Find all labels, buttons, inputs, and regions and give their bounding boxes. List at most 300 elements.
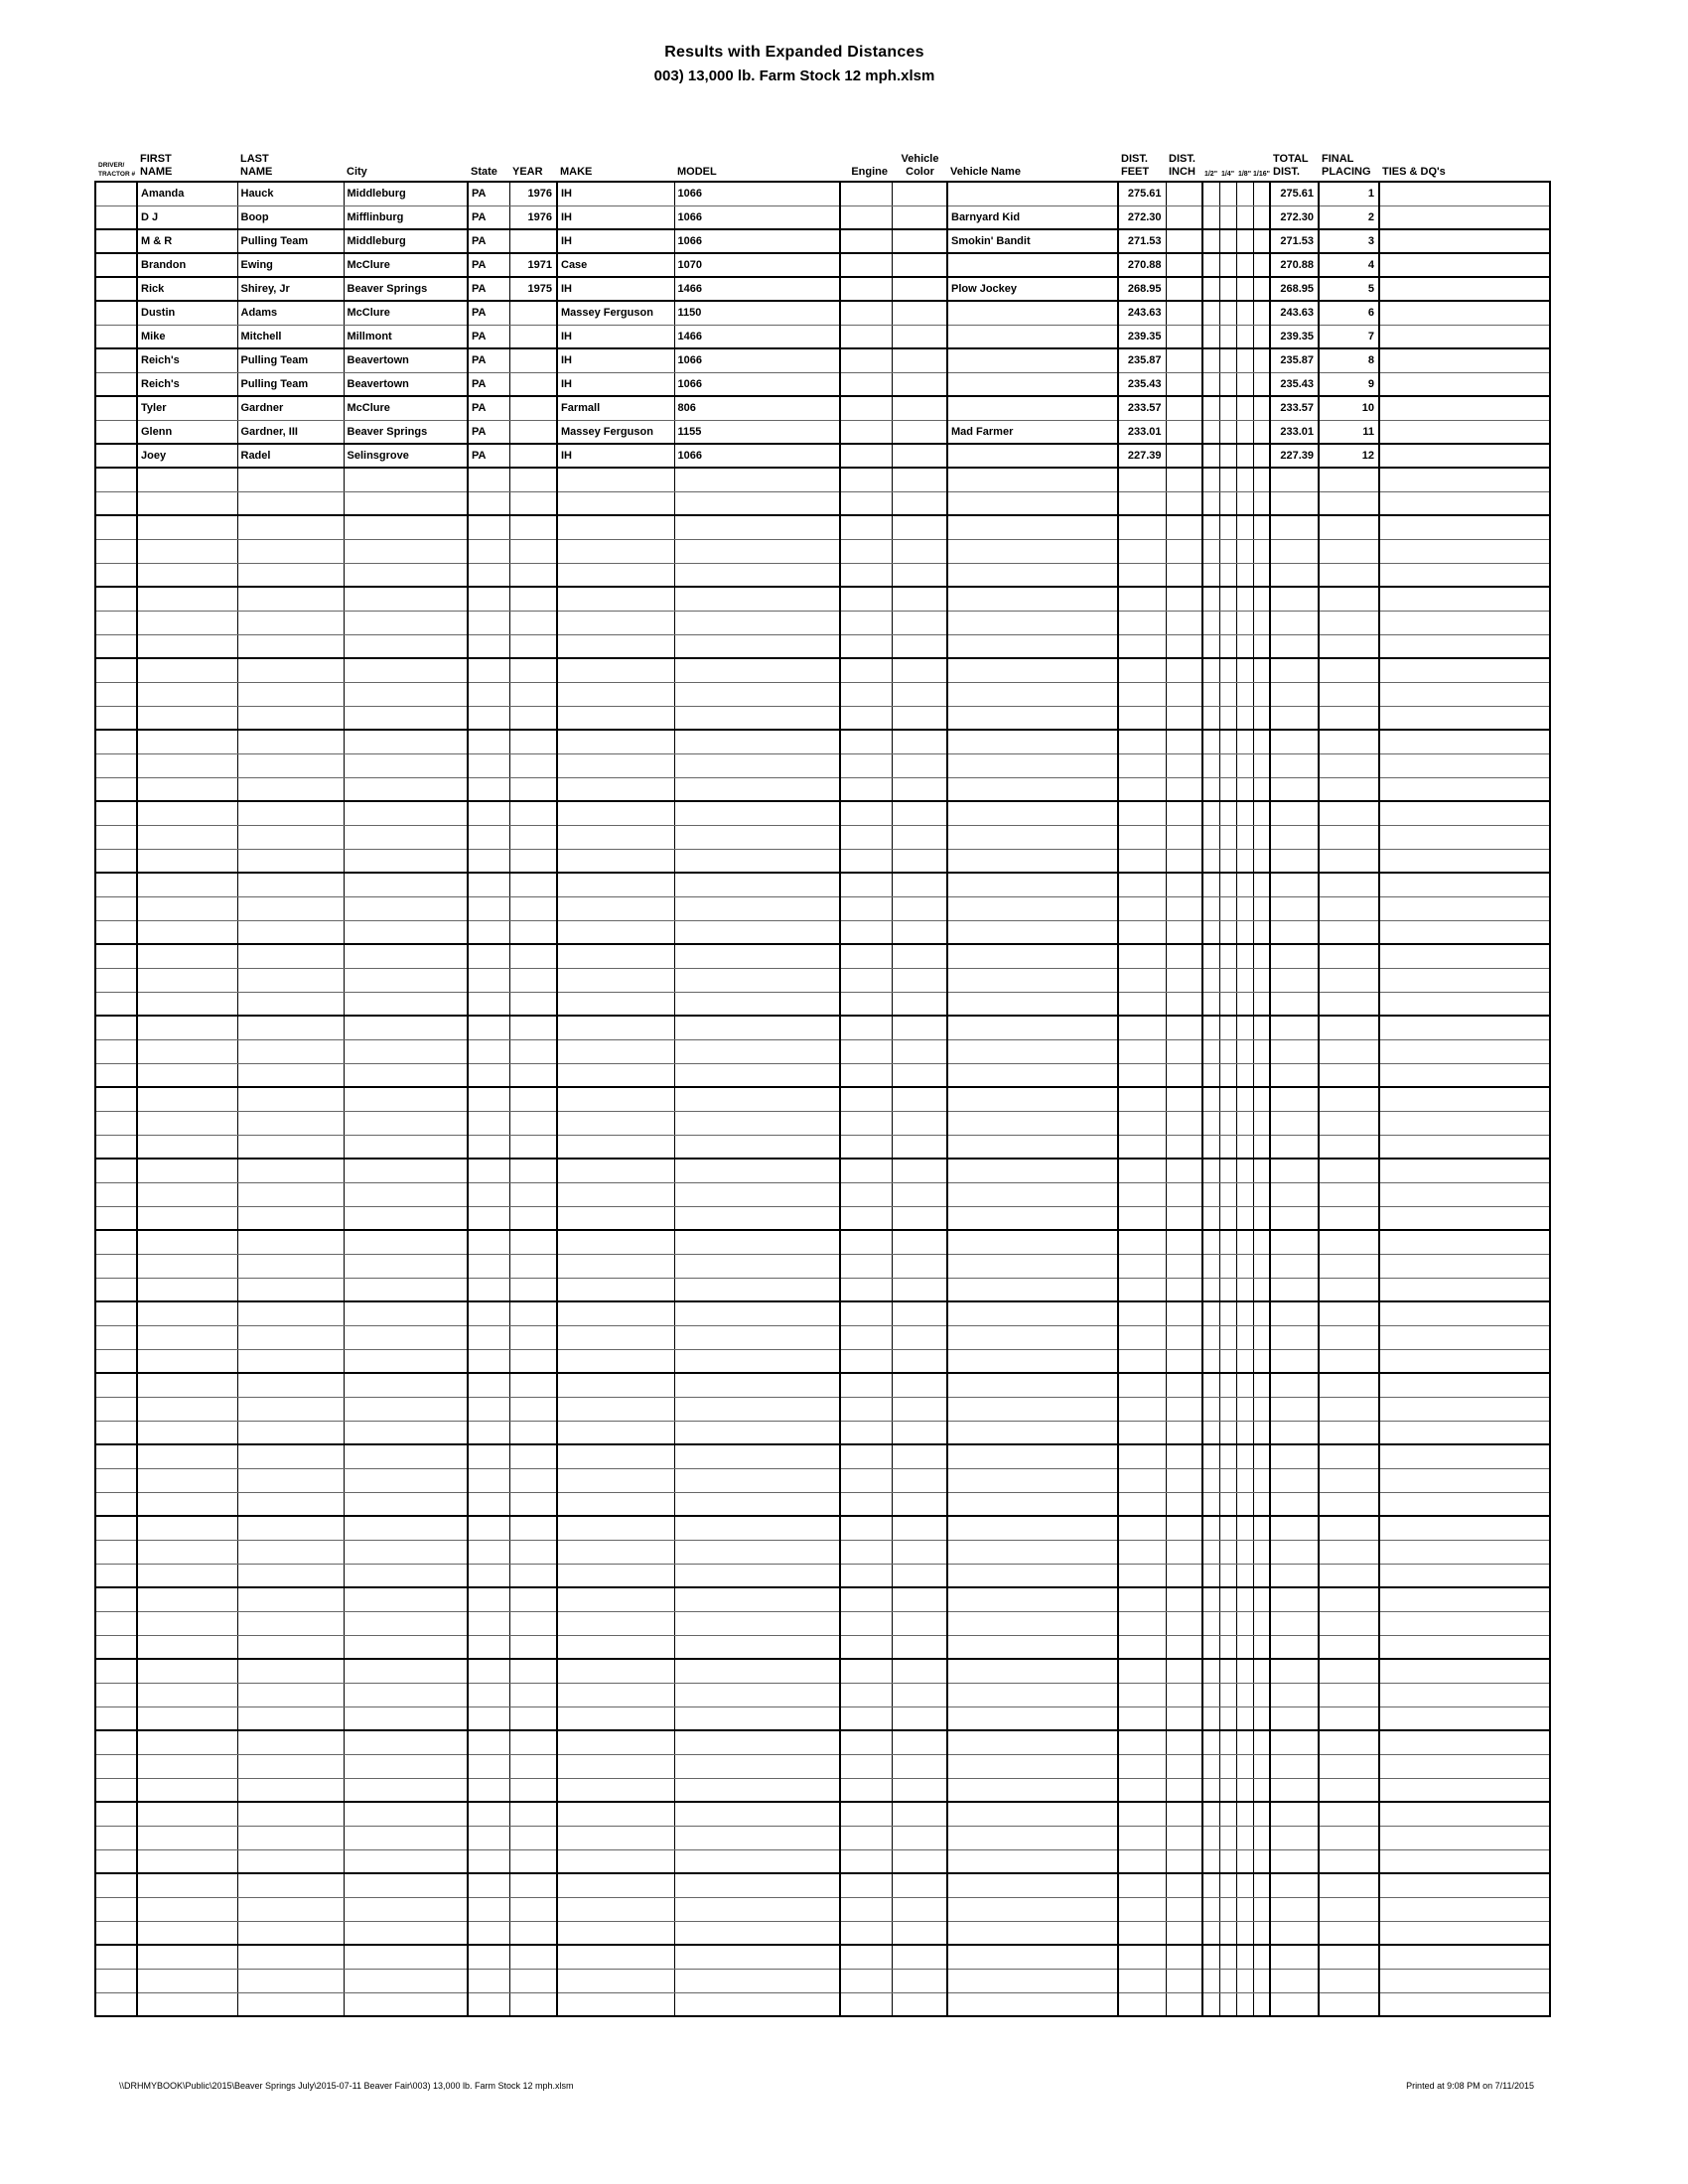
cell-f18 bbox=[1236, 825, 1253, 849]
cell-last bbox=[237, 468, 344, 491]
cell-f12 bbox=[1202, 468, 1219, 491]
cell-ties bbox=[1379, 873, 1550, 896]
cell-rec bbox=[95, 301, 137, 325]
cell-first bbox=[137, 1945, 237, 1969]
cell-placing bbox=[1319, 777, 1379, 801]
cell-ties bbox=[1379, 444, 1550, 468]
cell-year bbox=[509, 587, 557, 611]
cell-feet bbox=[1118, 1611, 1166, 1635]
cell-model bbox=[674, 1301, 840, 1325]
cell-first: Reich's bbox=[137, 372, 237, 396]
cell-inch bbox=[1166, 1969, 1202, 1992]
cell-f18 bbox=[1236, 944, 1253, 968]
cell-f116 bbox=[1253, 1754, 1270, 1778]
cell-engine bbox=[840, 634, 892, 658]
cell-first: Amanda bbox=[137, 182, 237, 205]
cell-engine bbox=[840, 1849, 892, 1873]
cell-inch bbox=[1166, 372, 1202, 396]
cell-feet bbox=[1118, 1182, 1166, 1206]
cell-make bbox=[557, 968, 674, 992]
cell-state bbox=[468, 1278, 509, 1301]
cell-f116 bbox=[1253, 1683, 1270, 1706]
cell-feet bbox=[1118, 801, 1166, 825]
cell-f14 bbox=[1219, 1540, 1236, 1564]
cell-vname bbox=[947, 1659, 1118, 1683]
cell-inch bbox=[1166, 1039, 1202, 1063]
col-header-color: Vehicle Color bbox=[901, 153, 939, 179]
cell-inch bbox=[1166, 515, 1202, 539]
col-header-state: State bbox=[471, 166, 497, 179]
cell-state: PA bbox=[468, 372, 509, 396]
cell-year bbox=[509, 968, 557, 992]
cell-state bbox=[468, 1373, 509, 1397]
empty-row bbox=[95, 1778, 1550, 1802]
cell-color bbox=[892, 1397, 947, 1421]
cell-f12 bbox=[1202, 777, 1219, 801]
cell-make bbox=[557, 1706, 674, 1730]
cell-year bbox=[509, 301, 557, 325]
cell-f18 bbox=[1236, 372, 1253, 396]
cell-state bbox=[468, 634, 509, 658]
cell-color bbox=[892, 1778, 947, 1802]
cell-f116 bbox=[1253, 1301, 1270, 1325]
cell-state bbox=[468, 1849, 509, 1873]
empty-row bbox=[95, 801, 1550, 825]
cell-year bbox=[509, 1492, 557, 1516]
cell-first bbox=[137, 1468, 237, 1492]
cell-rec bbox=[95, 1564, 137, 1587]
cell-vname bbox=[947, 1373, 1118, 1397]
cell-inch bbox=[1166, 1611, 1202, 1635]
cell-feet bbox=[1118, 849, 1166, 873]
cell-engine bbox=[840, 182, 892, 205]
cell-year bbox=[509, 1802, 557, 1826]
cell-f116 bbox=[1253, 1254, 1270, 1278]
cell-placing bbox=[1319, 468, 1379, 491]
cell-model bbox=[674, 1611, 840, 1635]
cell-f12 bbox=[1202, 491, 1219, 515]
cell-feet bbox=[1118, 1683, 1166, 1706]
cell-last bbox=[237, 1587, 344, 1611]
cell-color bbox=[892, 563, 947, 587]
cell-vname bbox=[947, 563, 1118, 587]
cell-f116 bbox=[1253, 1849, 1270, 1873]
cell-feet bbox=[1118, 1897, 1166, 1921]
cell-f18 bbox=[1236, 325, 1253, 348]
cell-year bbox=[509, 1635, 557, 1659]
empty-row bbox=[95, 563, 1550, 587]
cell-f12 bbox=[1202, 420, 1219, 444]
cell-city bbox=[344, 1468, 468, 1492]
cell-last bbox=[237, 1992, 344, 2016]
col-header-first: FIRST NAME bbox=[140, 153, 173, 179]
cell-rec bbox=[95, 1349, 137, 1373]
cell-total bbox=[1270, 587, 1319, 611]
cell-f116 bbox=[1253, 1063, 1270, 1087]
cell-color bbox=[892, 1826, 947, 1849]
empty-row bbox=[95, 1873, 1550, 1897]
cell-ties bbox=[1379, 730, 1550, 753]
cell-f14 bbox=[1219, 491, 1236, 515]
cell-model bbox=[674, 1754, 840, 1778]
cell-first bbox=[137, 1301, 237, 1325]
cell-city bbox=[344, 1754, 468, 1778]
cell-engine bbox=[840, 1254, 892, 1278]
cell-year bbox=[509, 229, 557, 253]
cell-rec bbox=[95, 348, 137, 372]
cell-vname bbox=[947, 1325, 1118, 1349]
cell-city bbox=[344, 1706, 468, 1730]
cell-f18 bbox=[1236, 182, 1253, 205]
cell-first bbox=[137, 1873, 237, 1897]
cell-color bbox=[892, 1921, 947, 1945]
empty-row bbox=[95, 1254, 1550, 1278]
cell-rec bbox=[95, 1016, 137, 1039]
cell-f14 bbox=[1219, 205, 1236, 229]
cell-city bbox=[344, 468, 468, 491]
col-header-ties: TIES & DQ's bbox=[1382, 166, 1446, 179]
cell-placing bbox=[1319, 920, 1379, 944]
cell-engine bbox=[840, 658, 892, 682]
cell-year bbox=[509, 539, 557, 563]
cell-f116 bbox=[1253, 1897, 1270, 1921]
cell-last bbox=[237, 1444, 344, 1468]
cell-vname bbox=[947, 325, 1118, 348]
cell-engine bbox=[840, 1587, 892, 1611]
cell-f12 bbox=[1202, 515, 1219, 539]
cell-engine bbox=[840, 1659, 892, 1683]
cell-color bbox=[892, 1135, 947, 1159]
cell-f14 bbox=[1219, 1230, 1236, 1254]
cell-state bbox=[468, 468, 509, 491]
cell-color bbox=[892, 1230, 947, 1254]
cell-f14 bbox=[1219, 1206, 1236, 1230]
cell-f12 bbox=[1202, 396, 1219, 420]
cell-state bbox=[468, 896, 509, 920]
cell-f18 bbox=[1236, 1468, 1253, 1492]
cell-vname bbox=[947, 1087, 1118, 1111]
cell-vname bbox=[947, 849, 1118, 873]
cell-ties bbox=[1379, 587, 1550, 611]
empty-row bbox=[95, 730, 1550, 753]
cell-f12 bbox=[1202, 1778, 1219, 1802]
cell-city: Millmont bbox=[344, 325, 468, 348]
cell-city bbox=[344, 1635, 468, 1659]
cell-city: Middleburg bbox=[344, 182, 468, 205]
cell-f18 bbox=[1236, 801, 1253, 825]
cell-make bbox=[557, 1397, 674, 1421]
cell-f12 bbox=[1202, 1635, 1219, 1659]
cell-inch bbox=[1166, 1873, 1202, 1897]
cell-placing bbox=[1319, 1754, 1379, 1778]
cell-placing bbox=[1319, 1516, 1379, 1540]
cell-feet bbox=[1118, 491, 1166, 515]
cell-state bbox=[468, 968, 509, 992]
cell-f18 bbox=[1236, 205, 1253, 229]
cell-f14 bbox=[1219, 920, 1236, 944]
cell-ties bbox=[1379, 420, 1550, 444]
cell-f12 bbox=[1202, 1182, 1219, 1206]
cell-f12 bbox=[1202, 1135, 1219, 1159]
cell-state bbox=[468, 1111, 509, 1135]
cell-make bbox=[557, 849, 674, 873]
cell-engine bbox=[840, 1349, 892, 1373]
cell-city bbox=[344, 1039, 468, 1063]
cell-city bbox=[344, 1373, 468, 1397]
cell-model bbox=[674, 1468, 840, 1492]
cell-ties bbox=[1379, 491, 1550, 515]
empty-row bbox=[95, 1325, 1550, 1349]
cell-engine bbox=[840, 229, 892, 253]
cell-vname bbox=[947, 1992, 1118, 2016]
cell-last bbox=[237, 1802, 344, 1826]
empty-row bbox=[95, 1802, 1550, 1826]
empty-row bbox=[95, 992, 1550, 1016]
cell-city bbox=[344, 1254, 468, 1278]
cell-f14 bbox=[1219, 658, 1236, 682]
cell-first bbox=[137, 1087, 237, 1111]
cell-f18 bbox=[1236, 1278, 1253, 1301]
cell-color bbox=[892, 849, 947, 873]
cell-city bbox=[344, 1135, 468, 1159]
cell-rec bbox=[95, 1159, 137, 1182]
cell-state bbox=[468, 873, 509, 896]
cell-year bbox=[509, 1730, 557, 1754]
cell-f18 bbox=[1236, 896, 1253, 920]
cell-make bbox=[557, 873, 674, 896]
cell-placing bbox=[1319, 1587, 1379, 1611]
cell-make: IH bbox=[557, 229, 674, 253]
cell-color bbox=[892, 1063, 947, 1087]
cell-engine bbox=[840, 539, 892, 563]
cell-color bbox=[892, 1611, 947, 1635]
cell-engine bbox=[840, 1087, 892, 1111]
cell-state bbox=[468, 801, 509, 825]
cell-vname bbox=[947, 1063, 1118, 1087]
cell-state bbox=[468, 992, 509, 1016]
cell-f116 bbox=[1253, 801, 1270, 825]
cell-vname bbox=[947, 873, 1118, 896]
cell-make bbox=[557, 706, 674, 730]
cell-vname bbox=[947, 253, 1118, 277]
cell-year bbox=[509, 992, 557, 1016]
cell-f12 bbox=[1202, 753, 1219, 777]
cell-city bbox=[344, 825, 468, 849]
cell-feet: 243.63 bbox=[1118, 301, 1166, 325]
cell-f116 bbox=[1253, 372, 1270, 396]
cell-city bbox=[344, 801, 468, 825]
cell-engine bbox=[840, 348, 892, 372]
cell-f116 bbox=[1253, 1039, 1270, 1063]
cell-rec bbox=[95, 1206, 137, 1230]
cell-engine bbox=[840, 1969, 892, 1992]
cell-f18 bbox=[1236, 491, 1253, 515]
cell-ties bbox=[1379, 515, 1550, 539]
cell-placing bbox=[1319, 1897, 1379, 1921]
col-header-engine: Engine bbox=[851, 166, 888, 179]
cell-last bbox=[237, 1564, 344, 1587]
cell-placing bbox=[1319, 1039, 1379, 1063]
cell-total: 271.53 bbox=[1270, 229, 1319, 253]
cell-color bbox=[892, 634, 947, 658]
cell-model: 1070 bbox=[674, 253, 840, 277]
cell-placing bbox=[1319, 1325, 1379, 1349]
cell-f12 bbox=[1202, 682, 1219, 706]
cell-state bbox=[468, 1897, 509, 1921]
cell-f18 bbox=[1236, 1444, 1253, 1468]
cell-color bbox=[892, 968, 947, 992]
cell-placing bbox=[1319, 1611, 1379, 1635]
cell-f14 bbox=[1219, 1826, 1236, 1849]
cell-placing bbox=[1319, 1849, 1379, 1873]
cell-first: Glenn bbox=[137, 420, 237, 444]
cell-engine bbox=[840, 849, 892, 873]
cell-f14 bbox=[1219, 253, 1236, 277]
cell-f14 bbox=[1219, 634, 1236, 658]
cell-model bbox=[674, 539, 840, 563]
cell-ties bbox=[1379, 1444, 1550, 1468]
cell-f116 bbox=[1253, 1159, 1270, 1182]
cell-last bbox=[237, 1778, 344, 1802]
cell-model bbox=[674, 1635, 840, 1659]
cell-color bbox=[892, 277, 947, 301]
cell-f116 bbox=[1253, 1873, 1270, 1897]
cell-f12 bbox=[1202, 1897, 1219, 1921]
cell-f14 bbox=[1219, 1444, 1236, 1468]
cell-placing bbox=[1319, 1111, 1379, 1135]
cell-inch bbox=[1166, 1468, 1202, 1492]
cell-total bbox=[1270, 1468, 1319, 1492]
cell-f12 bbox=[1202, 992, 1219, 1016]
cell-model: 1066 bbox=[674, 182, 840, 205]
cell-total bbox=[1270, 1063, 1319, 1087]
cell-make bbox=[557, 611, 674, 634]
cell-inch bbox=[1166, 182, 1202, 205]
cell-make bbox=[557, 587, 674, 611]
cell-f18 bbox=[1236, 587, 1253, 611]
cell-rec bbox=[95, 1230, 137, 1254]
cell-ties bbox=[1379, 1587, 1550, 1611]
cell-total bbox=[1270, 1992, 1319, 2016]
cell-inch bbox=[1166, 1325, 1202, 1349]
cell-year bbox=[509, 1587, 557, 1611]
cell-engine bbox=[840, 920, 892, 944]
cell-year bbox=[509, 563, 557, 587]
cell-f14 bbox=[1219, 730, 1236, 753]
cell-year bbox=[509, 1516, 557, 1540]
cell-ties bbox=[1379, 1873, 1550, 1897]
cell-engine bbox=[840, 944, 892, 968]
cell-f18 bbox=[1236, 1992, 1253, 2016]
empty-row bbox=[95, 1945, 1550, 1969]
cell-model bbox=[674, 658, 840, 682]
cell-color bbox=[892, 1421, 947, 1444]
cell-rec bbox=[95, 1826, 137, 1849]
cell-total: 272.30 bbox=[1270, 205, 1319, 229]
cell-vname: Smokin' Bandit bbox=[947, 229, 1118, 253]
cell-ties bbox=[1379, 1230, 1550, 1254]
cell-f14 bbox=[1219, 777, 1236, 801]
cell-inch bbox=[1166, 468, 1202, 491]
cell-engine bbox=[840, 825, 892, 849]
cell-color bbox=[892, 1182, 947, 1206]
cell-f116 bbox=[1253, 1397, 1270, 1421]
cell-f12 bbox=[1202, 1611, 1219, 1635]
cell-first bbox=[137, 1802, 237, 1826]
cell-f14 bbox=[1219, 1159, 1236, 1182]
cell-feet bbox=[1118, 1921, 1166, 1945]
cell-engine bbox=[840, 491, 892, 515]
cell-rec bbox=[95, 1849, 137, 1873]
cell-f14 bbox=[1219, 801, 1236, 825]
cell-first: Joey bbox=[137, 444, 237, 468]
cell-state bbox=[468, 1587, 509, 1611]
cell-placing bbox=[1319, 1206, 1379, 1230]
cell-model bbox=[674, 1992, 840, 2016]
cell-last bbox=[237, 658, 344, 682]
cell-f116 bbox=[1253, 920, 1270, 944]
cell-make: IH bbox=[557, 277, 674, 301]
cell-ties bbox=[1379, 1945, 1550, 1969]
cell-total bbox=[1270, 515, 1319, 539]
cell-f18 bbox=[1236, 1206, 1253, 1230]
cell-last bbox=[237, 682, 344, 706]
cell-last bbox=[237, 968, 344, 992]
cell-feet bbox=[1118, 968, 1166, 992]
cell-f116 bbox=[1253, 515, 1270, 539]
cell-state: PA bbox=[468, 182, 509, 205]
cell-last: Boop bbox=[237, 205, 344, 229]
cell-model bbox=[674, 1921, 840, 1945]
cell-first bbox=[137, 1254, 237, 1278]
cell-feet bbox=[1118, 515, 1166, 539]
cell-inch bbox=[1166, 992, 1202, 1016]
cell-f116 bbox=[1253, 1564, 1270, 1587]
cell-inch bbox=[1166, 348, 1202, 372]
cell-first bbox=[137, 468, 237, 491]
empty-row bbox=[95, 1516, 1550, 1540]
cell-f116 bbox=[1253, 229, 1270, 253]
empty-row bbox=[95, 1540, 1550, 1564]
cell-make bbox=[557, 1444, 674, 1468]
cell-color bbox=[892, 992, 947, 1016]
cell-year: 1976 bbox=[509, 182, 557, 205]
cell-f116 bbox=[1253, 1325, 1270, 1349]
cell-vname bbox=[947, 682, 1118, 706]
cell-last bbox=[237, 1897, 344, 1921]
cell-placing: 10 bbox=[1319, 396, 1379, 420]
cell-f14 bbox=[1219, 1278, 1236, 1301]
cell-vname bbox=[947, 1135, 1118, 1159]
cell-f18 bbox=[1236, 682, 1253, 706]
cell-color bbox=[892, 1564, 947, 1587]
cell-f116 bbox=[1253, 396, 1270, 420]
cell-rec bbox=[95, 515, 137, 539]
cell-ties bbox=[1379, 706, 1550, 730]
cell-engine bbox=[840, 420, 892, 444]
cell-inch bbox=[1166, 1849, 1202, 1873]
cell-placing bbox=[1319, 1659, 1379, 1683]
cell-f12 bbox=[1202, 1278, 1219, 1301]
cell-feet bbox=[1118, 1849, 1166, 1873]
empty-row bbox=[95, 1111, 1550, 1135]
cell-model bbox=[674, 1278, 840, 1301]
empty-row bbox=[95, 1992, 1550, 2016]
cell-total: 233.01 bbox=[1270, 420, 1319, 444]
cell-city: Beavertown bbox=[344, 348, 468, 372]
cell-state bbox=[468, 1135, 509, 1159]
cell-vname bbox=[947, 1897, 1118, 1921]
